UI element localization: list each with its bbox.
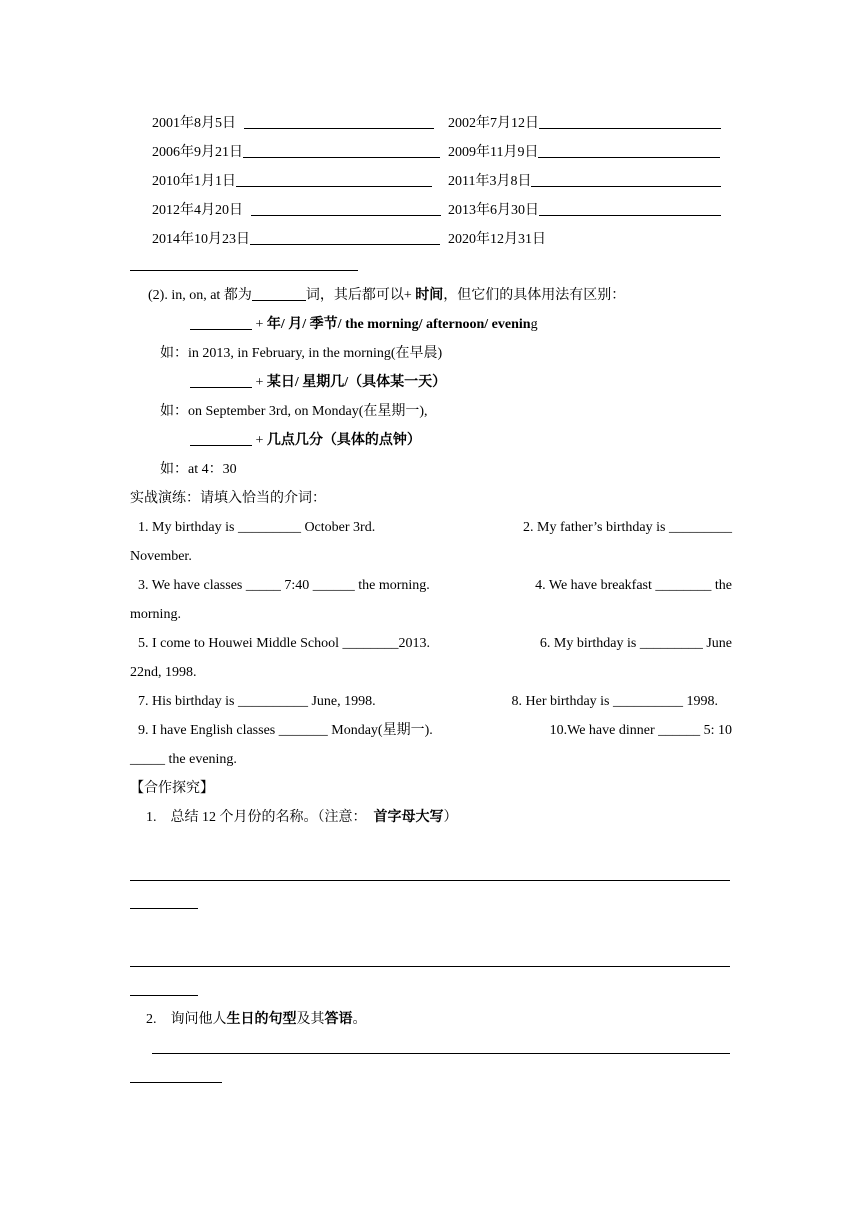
date-label: 2006年9月21日: [152, 145, 243, 160]
prep-intro-text: 词，其后都可以+: [305, 288, 412, 303]
coop-item-2: [146, 1010, 748, 1030]
date-row-2: [152, 141, 732, 161]
date-row-4: [152, 199, 732, 219]
answer-line[interactable]: [130, 1082, 222, 1083]
item-2-keyword: 生日的句型: [226, 1012, 297, 1027]
prep-rule-on: [190, 373, 792, 393]
answer-line[interactable]: [130, 995, 198, 996]
item-2-end: 。: [352, 1012, 367, 1027]
item-2-text: 及其: [296, 1012, 325, 1027]
plus-sign: +: [255, 433, 264, 448]
question-7: 7. His birthday is __________ June, 1998.: [138, 694, 376, 709]
prep-example-in: 如：in 2013, in February, in the morning(在早晨): [160, 346, 443, 361]
prep-rule-in: [190, 315, 792, 335]
date-row-3: [152, 170, 732, 190]
prep-example-on: 如：on September 3rd, on Monday(在星期一),: [160, 404, 428, 419]
rule-on-text: 某日/ 星期几/（具体某一天）: [266, 375, 447, 390]
answer-line[interactable]: [152, 1053, 730, 1054]
answer-blank[interactable]: [538, 142, 720, 158]
rule-at-text: 几点几分（具体的点钟）: [266, 433, 421, 448]
date-label: 2001年8月5日: [152, 116, 236, 131]
date-row-1: [152, 112, 732, 132]
rule-in-text: 年/ 月/ 季节/ the morning/ afternoon/ evenin: [266, 317, 531, 332]
item-number: 1.: [146, 810, 157, 825]
answer-blank[interactable]: [250, 229, 440, 245]
date-label: 2020年12月31日: [448, 232, 546, 247]
answer-line[interactable]: [130, 966, 730, 967]
question-1: 1. My birthday is _________ October 3rd.: [138, 520, 376, 535]
question-2-cont: November.: [130, 549, 192, 564]
question-10-cont: _____ the evening.: [130, 752, 237, 767]
practice-title: 实战演练：请填入恰当的介词：: [130, 491, 326, 506]
question-3: 3. We have classes _____ 7:40 ______ the morning.: [138, 578, 430, 593]
date-label: 2011年3月8日: [448, 174, 532, 189]
answer-blank[interactable]: [531, 171, 721, 187]
practice-row-1: [130, 518, 732, 538]
practice-row-3: [130, 634, 732, 654]
answer-blank[interactable]: [236, 171, 432, 187]
date-label: 2014年10月23日: [152, 232, 250, 247]
date-label: 2009年11月9日: [448, 145, 539, 160]
question-5: 5. I come to Houwei Middle School ________2013.: [138, 636, 431, 651]
date-label: 2002年7月12日: [448, 116, 539, 131]
prep-intro: [148, 286, 750, 306]
answer-blank[interactable]: [244, 113, 434, 129]
answer-blank[interactable]: [539, 113, 721, 129]
question-6: 6. My birthday is _________ June: [539, 636, 732, 651]
answer-blank[interactable]: [243, 142, 440, 158]
section-title: 【合作探究】: [130, 781, 214, 796]
question-6-cont: 22nd, 1998.: [130, 665, 197, 680]
answer-blank[interactable]: [252, 286, 306, 301]
date-label: 2013年6月30日: [448, 203, 539, 218]
coop-item-1: [146, 808, 748, 828]
prep-intro-keyword: 时间: [415, 288, 444, 303]
plus-sign: +: [255, 375, 264, 390]
prep-rule-at: [190, 431, 792, 451]
question-4-cont: morning.: [130, 607, 181, 622]
rule-in-tail: g: [530, 317, 538, 332]
date-label: 2012年4月20日: [152, 203, 243, 218]
prep-intro-text: (2). in, on, at 都为: [148, 288, 252, 303]
answer-line[interactable]: [130, 880, 730, 881]
practice-row-5: [130, 721, 732, 741]
answer-blank[interactable]: [190, 315, 252, 330]
item-2-keyword: 答语: [324, 1012, 353, 1027]
question-8: 8. Her birthday is __________ 1998.: [511, 694, 718, 709]
item-1-text: 总结 12 个月份的名称。（注意：: [170, 810, 367, 825]
answer-blank[interactable]: [190, 431, 252, 446]
item-1-keyword: 首字母大写: [373, 810, 444, 825]
date-row-5: [152, 228, 732, 248]
question-10: 10.We have dinner ______ 5: 10: [549, 723, 732, 738]
prep-intro-text: ，但它们的具体用法有区别：: [443, 288, 626, 303]
question-4: 4. We have breakfast ________ the: [535, 578, 732, 593]
answer-blank[interactable]: [251, 200, 441, 216]
answer-line[interactable]: [130, 908, 198, 909]
answer-blank[interactable]: [130, 270, 358, 271]
plus-sign: +: [255, 317, 264, 332]
answer-blank[interactable]: [190, 373, 252, 388]
practice-row-2: [130, 576, 732, 596]
question-9: 9. I have English classes _______ Monday(星期一).: [138, 723, 433, 738]
item-1-end: ）: [443, 810, 458, 825]
practice-row-4: [130, 692, 732, 712]
question-2: 2. My father’s birthday is _________: [523, 520, 732, 535]
answer-blank[interactable]: [539, 200, 721, 216]
item-2-text: 询问他人: [170, 1012, 227, 1027]
item-number: 2.: [146, 1012, 157, 1027]
date-label: 2010年1月1日: [152, 174, 236, 189]
prep-example-at: 如：at 4：30: [160, 462, 237, 477]
